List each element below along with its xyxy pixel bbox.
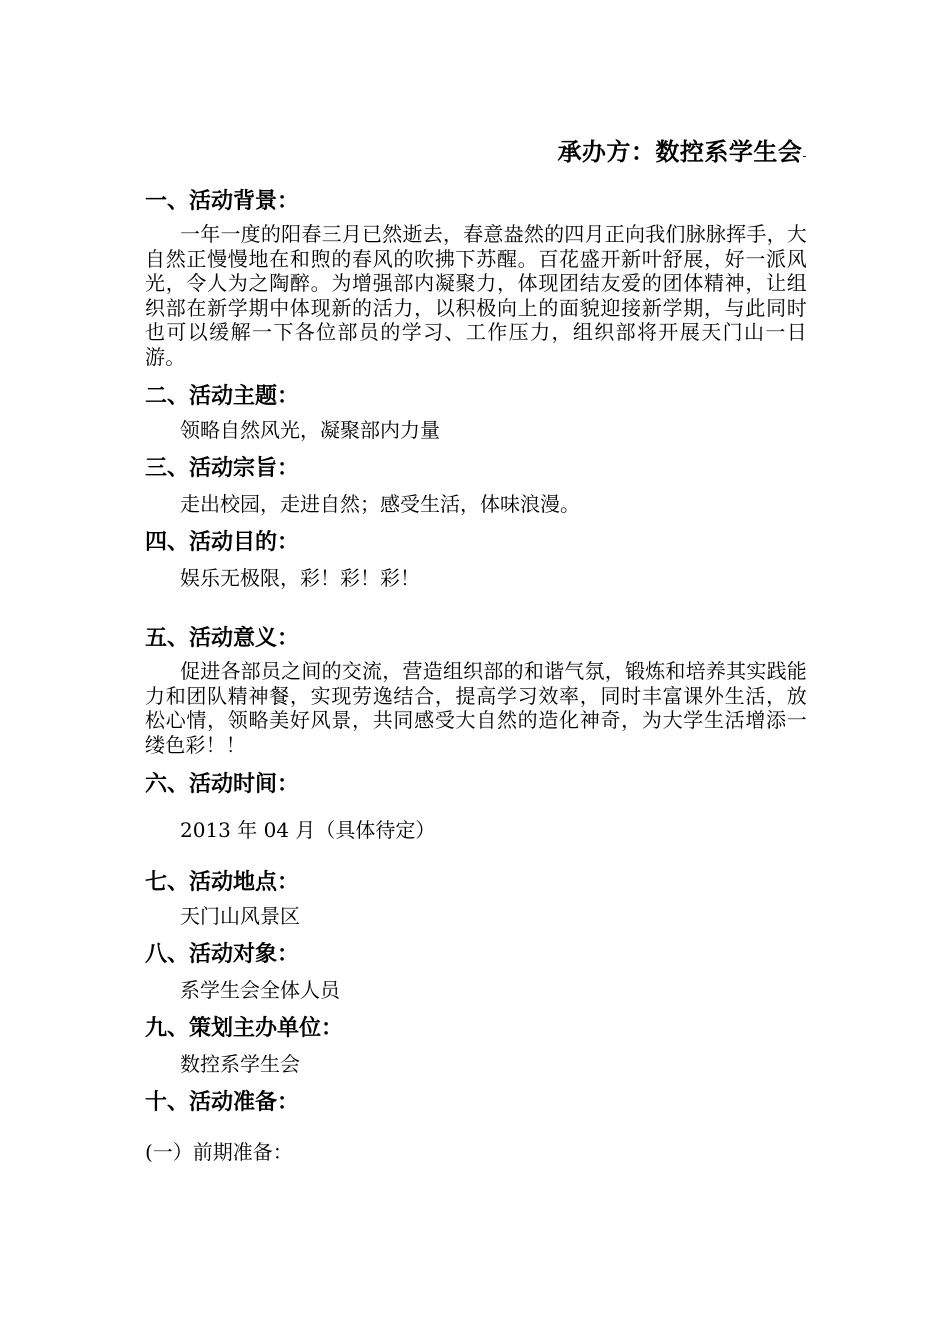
section-heading-background: 一、活动背景： [145, 188, 300, 214]
section-body-purpose: 走出校园，走进自然；感受生活，体味浪漫。 [180, 492, 580, 516]
section-heading-goal: 四、活动目的： [145, 529, 300, 555]
section-heading-significance: 五、活动意义： [145, 625, 300, 651]
section-body-audience: 系学生会全体人员 [180, 978, 340, 1002]
organizer-mark: - [802, 149, 807, 163]
section-heading-location: 七、活动地点： [145, 869, 300, 895]
section-body-goal: 娱乐无极限，彩！彩！彩！ [180, 566, 420, 590]
subsection-preliminary: (一）前期准备： [145, 1140, 293, 1164]
section-heading-time: 六、活动时间： [145, 771, 300, 797]
organizer-line [557, 132, 807, 167]
section-heading-theme: 二、活动主题： [145, 383, 300, 409]
document-body [145, 186, 807, 1165]
section-heading-preparation: 十、活动准备： [145, 1089, 300, 1115]
section-body-theme: 领略自然风光，凝聚部内力量 [180, 418, 440, 442]
section-heading-host: 九、策划主办单位： [145, 1015, 344, 1041]
section-body-time: 2013 年 04 月（具体待定） [180, 818, 436, 842]
organizer-text: 承办方：数控系学生会 [557, 137, 803, 166]
section-heading-audience: 八、活动对象： [145, 941, 300, 967]
section-body-background: 一年一度的阳春三月已然逝去，春意盎然的四月正向我们脉脉挥手，大自然正慢慢地在和煦的春风的吹拂下苏醒。百花盛开新叶舒展，好一派风光，令人为之陶醉。为增强部内凝聚力，体现团结友爱的团体精神，让组织部在新学期中体现新的活力，以积极向上的面貌迎接新学期，与此同时也可以缓解一下各位部员的学习、工作压力，组织部将开展天门山一日游。 [145, 222, 807, 369]
section-heading-purpose: 三、活动宗旨： [145, 455, 300, 481]
section-body-location: 天门山风景区 [180, 904, 300, 928]
section-body-host: 数控系学生会 [180, 1052, 300, 1076]
section-body-significance: 促进各部员之间的交流，营造组织部的和谐气氛，锻炼和培养其实践能力和团队精神餐，实现劳逸结合，提高学习效率，同时丰富课外生活，放松心情，领略美好风景，共同感受大自然的造化神奇，为大学生活增添一缕色彩！！ [145, 659, 807, 757]
